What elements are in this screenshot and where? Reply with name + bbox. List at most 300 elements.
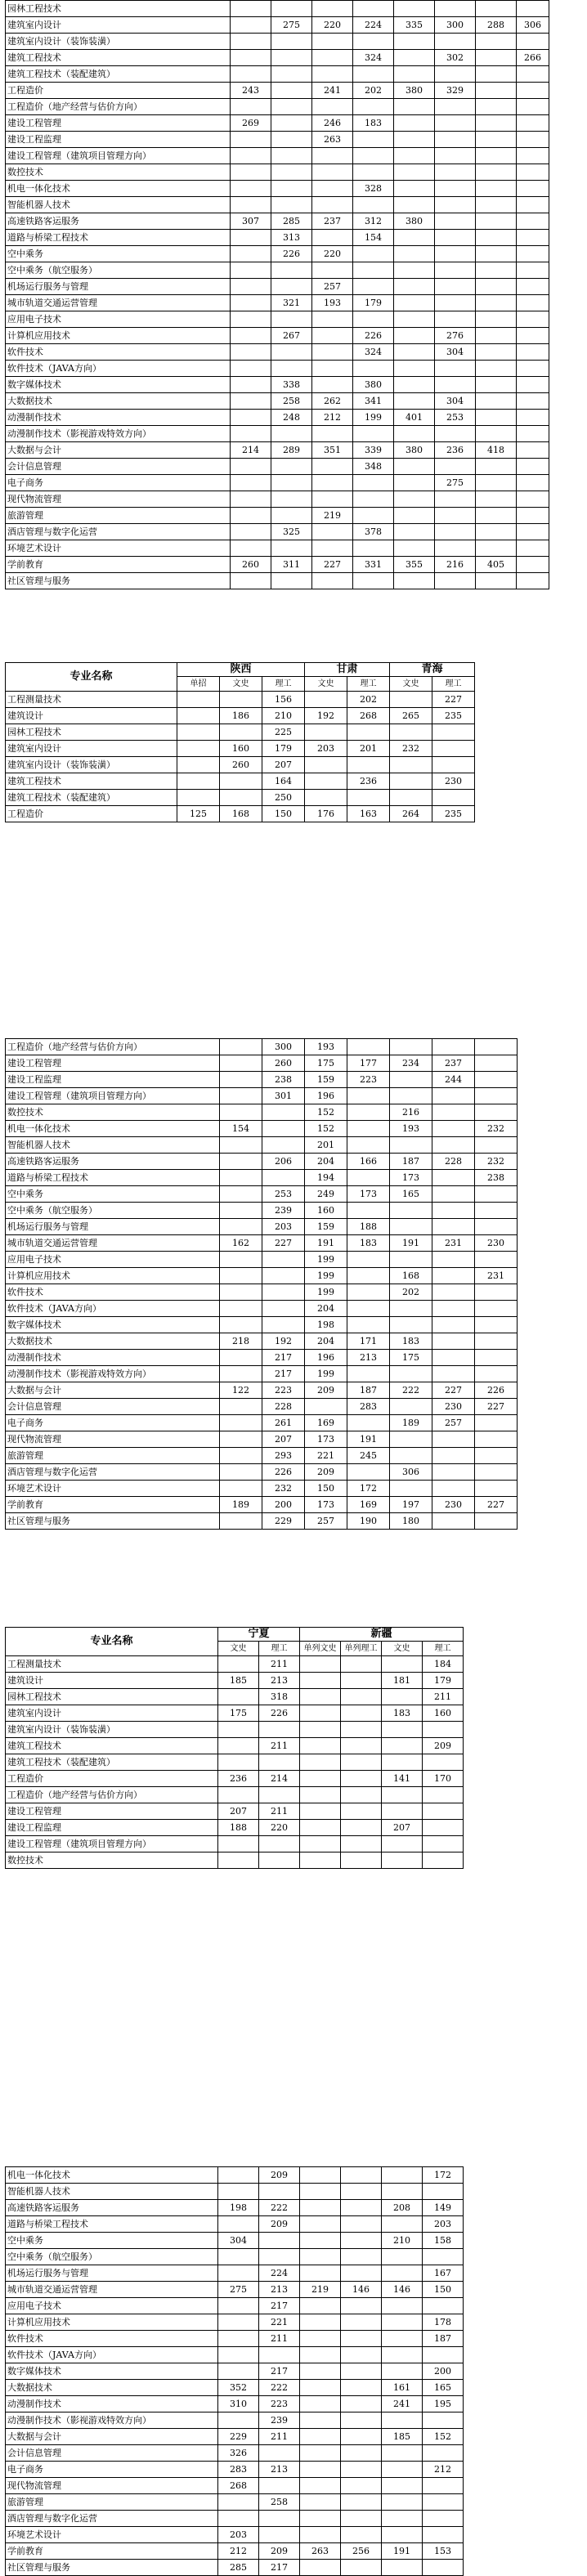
score-cell [423, 2249, 464, 2265]
score-cell [517, 377, 549, 393]
major-name: 建筑工程技术（装配建筑） [6, 790, 177, 806]
score-cell [435, 295, 476, 311]
score-cell: 209 [423, 1738, 464, 1754]
score-cell [423, 2527, 464, 2543]
score-cell [394, 295, 435, 311]
score-cell: 162 [220, 1235, 262, 1252]
score-cell [259, 1787, 300, 1803]
score-cell [432, 1219, 475, 1235]
score-cell [262, 1252, 305, 1268]
major-name: 酒店管理与数字化运营 [6, 1464, 220, 1481]
score-cell: 231 [475, 1268, 518, 1284]
score-cell: 173 [347, 1186, 390, 1203]
score-cell: 204 [305, 1154, 347, 1170]
table-row [6, 2216, 464, 2233]
score-cell [347, 1121, 390, 1137]
score-cell: 260 [220, 757, 262, 773]
table-row [6, 344, 553, 361]
blank-cell [549, 115, 553, 132]
table-row [6, 1170, 518, 1186]
table-row [6, 1689, 464, 1705]
score-cell: 193 [312, 295, 353, 311]
score-cell [423, 1803, 464, 1820]
subject-type-header: 文史 [382, 1642, 423, 1656]
score-cell: 285 [271, 213, 312, 230]
score-cell [341, 2380, 382, 2396]
score-cell: 380 [394, 83, 435, 99]
score-cell: 217 [259, 2560, 300, 2576]
table-row [6, 773, 475, 790]
score-cell [382, 2511, 423, 2527]
score-cell: 222 [259, 2380, 300, 2396]
table-row [6, 2282, 464, 2298]
score-cell [353, 34, 394, 50]
score-cell: 312 [353, 213, 394, 230]
score-cell [394, 164, 435, 181]
score-cell [476, 262, 517, 279]
major-name: 计算机应用技术 [6, 328, 231, 344]
score-cell [231, 246, 271, 262]
score-cell [305, 757, 347, 773]
major-name: 机电一体化技术 [6, 181, 231, 197]
score-cell [476, 132, 517, 148]
score-cell [423, 1836, 464, 1852]
table-row [6, 262, 553, 279]
table-row [6, 1055, 518, 1072]
score-cell [517, 311, 549, 328]
score-cell: 192 [305, 708, 347, 724]
score-cell: 153 [423, 2543, 464, 2560]
score-cell [353, 540, 394, 557]
score-cell [231, 491, 271, 508]
blank-cell [549, 344, 553, 361]
score-cell [394, 1, 435, 17]
score-cell [394, 34, 435, 50]
score-cell [423, 2347, 464, 2363]
score-cell: 248 [271, 410, 312, 426]
score-cell [353, 197, 394, 213]
score-cell: 187 [347, 1382, 390, 1399]
table-row [6, 1219, 518, 1235]
score-cell: 326 [218, 2445, 259, 2462]
score-cell: 228 [432, 1154, 475, 1170]
subject-type-header: 理工 [432, 677, 475, 692]
score-cell [382, 2314, 423, 2331]
major-name: 软件技术 [6, 2331, 218, 2347]
score-cell: 149 [423, 2200, 464, 2216]
score-cell: 225 [262, 724, 305, 741]
subject-type-header: 文史 [220, 677, 262, 692]
blank-cell [549, 557, 553, 573]
major-name: 空中乘务 [6, 1186, 220, 1203]
score-cell [218, 2298, 259, 2314]
score-cell [347, 1088, 390, 1104]
score-cell [231, 66, 271, 83]
table-row [6, 34, 553, 50]
score-cell: 184 [423, 1656, 464, 1673]
major-name: 空中乘务（航空服务） [6, 2249, 218, 2265]
score-cell: 304 [435, 393, 476, 410]
score-cell [432, 1104, 475, 1121]
major-name: 动漫制作技术（影视游戏特效方向） [6, 426, 231, 442]
score-cell [435, 377, 476, 393]
score-cell: 211 [259, 1656, 300, 1673]
score-cell [220, 1055, 262, 1072]
table-row [6, 1154, 518, 1170]
score-cell [476, 361, 517, 377]
major-name: 软件技术（JAVA方向） [6, 1301, 220, 1317]
score-cell [394, 115, 435, 132]
score-cell [341, 1722, 382, 1738]
table-row [6, 1235, 518, 1252]
major-name: 建设工程监理 [6, 132, 231, 148]
score-cell [517, 246, 549, 262]
score-cell [271, 197, 312, 213]
score-cell [271, 344, 312, 361]
score-cell [347, 1284, 390, 1301]
score-cell: 226 [475, 1382, 518, 1399]
table-row [6, 50, 553, 66]
score-cell [475, 1186, 518, 1203]
score-cell [390, 1366, 432, 1382]
major-name: 建设工程监理 [6, 1072, 220, 1088]
score-cell [382, 2412, 423, 2429]
score-cell [312, 426, 353, 442]
score-cell [218, 2184, 259, 2200]
score-cell [341, 1689, 382, 1705]
score-cell [435, 132, 476, 148]
score-cell [262, 1137, 305, 1154]
score-cell [432, 1203, 475, 1219]
major-name: 动漫制作技术 [6, 1350, 220, 1366]
table-row [6, 361, 553, 377]
score-cell [476, 491, 517, 508]
major-name: 学前教育 [6, 1497, 220, 1513]
score-cell [353, 164, 394, 181]
score-cell: 203 [423, 2216, 464, 2233]
score-cell [312, 328, 353, 344]
score-cell: 211 [423, 1689, 464, 1705]
score-cell [475, 1203, 518, 1219]
score-cell [231, 181, 271, 197]
major-name: 建筑工程技术 [6, 773, 177, 790]
score-cell: 211 [259, 2331, 300, 2347]
score-cell: 241 [382, 2396, 423, 2412]
major-name: 建筑设计 [6, 708, 177, 724]
major-name: 数控技术 [6, 164, 231, 181]
score-cell: 234 [390, 1055, 432, 1072]
score-cell: 304 [218, 2233, 259, 2249]
major-name: 软件技术 [6, 1284, 220, 1301]
table-row [6, 2380, 464, 2396]
score-cell [476, 295, 517, 311]
score-cell [394, 328, 435, 344]
score-cell [218, 2363, 259, 2380]
score-cell [382, 2445, 423, 2462]
score-cell: 209 [259, 2167, 300, 2184]
score-cell: 310 [218, 2396, 259, 2412]
column-header-major: 专业名称 [6, 1628, 218, 1656]
table-row [6, 1771, 464, 1787]
major-name: 道路与桥梁工程技术 [6, 2216, 218, 2233]
major-name: 现代物流管理 [6, 1431, 220, 1448]
score-cell [517, 83, 549, 99]
score-cell: 236 [347, 773, 390, 790]
score-cell: 249 [305, 1186, 347, 1203]
score-cell: 230 [432, 1399, 475, 1415]
major-name: 城市轨道交通运营管理 [6, 295, 231, 311]
score-cell [341, 1803, 382, 1820]
score-cell: 275 [271, 17, 312, 34]
score-cell [476, 230, 517, 246]
table-row [6, 213, 553, 230]
score-cell [394, 426, 435, 442]
major-name: 环境艺术设计 [6, 1481, 220, 1497]
score-cell [300, 2494, 341, 2511]
score-cell [218, 1738, 259, 1754]
score-cell: 213 [259, 2282, 300, 2298]
score-cell [231, 524, 271, 540]
score-cell [353, 361, 394, 377]
table-row [6, 2396, 464, 2412]
score-cell [220, 1415, 262, 1431]
score-cell [390, 1448, 432, 1464]
score-cell [300, 2216, 341, 2233]
score-cell: 159 [305, 1072, 347, 1088]
score-cell: 418 [476, 442, 517, 459]
table-row [6, 311, 553, 328]
table-row [6, 1705, 464, 1722]
score-cell [432, 1268, 475, 1284]
score-cell: 262 [312, 393, 353, 410]
subject-type-header: 文史 [218, 1642, 259, 1656]
score-cell: 267 [271, 328, 312, 344]
score-cell: 232 [390, 741, 432, 757]
score-cell: 401 [394, 410, 435, 426]
table-row [6, 459, 553, 475]
score-cell [394, 50, 435, 66]
blank-cell [549, 573, 553, 589]
score-cell: 227 [312, 557, 353, 573]
score-cell: 311 [271, 557, 312, 573]
major-name: 工程测量技术 [6, 692, 177, 708]
score-cell [341, 2184, 382, 2200]
score-cell: 213 [347, 1350, 390, 1366]
score-cell [394, 181, 435, 197]
province-header: 甘肃 [305, 663, 390, 677]
score-cell [300, 1852, 341, 1869]
score-cell [435, 508, 476, 524]
score-cell [218, 2412, 259, 2429]
score-cell [517, 344, 549, 361]
score-cell [341, 2527, 382, 2543]
score-cell: 217 [262, 1366, 305, 1382]
major-name: 建设工程管理（建筑项目管理方向） [6, 148, 231, 164]
table-row [6, 99, 553, 115]
score-cell: 200 [262, 1497, 305, 1513]
score-cell [423, 2478, 464, 2494]
score-cell: 300 [435, 17, 476, 34]
score-cell: 209 [259, 2216, 300, 2233]
score-cell [382, 2249, 423, 2265]
score-cell: 211 [259, 2429, 300, 2445]
score-cell [435, 164, 476, 181]
score-cell [218, 2249, 259, 2265]
score-cell [231, 328, 271, 344]
score-cell [218, 2216, 259, 2233]
score-cell [312, 491, 353, 508]
score-cell [271, 164, 312, 181]
major-name: 大数据与会计 [6, 2429, 218, 2445]
score-cell [220, 1072, 262, 1088]
blank-cell [549, 50, 553, 66]
score-cell [231, 426, 271, 442]
score-cell: 181 [382, 1673, 423, 1689]
table-row [6, 2167, 464, 2184]
score-cell [475, 1448, 518, 1464]
table-row [6, 1366, 518, 1382]
table-row [6, 557, 553, 573]
score-cell [476, 83, 517, 99]
table-row [6, 1382, 518, 1399]
score-cell [382, 1787, 423, 1803]
score-cell: 141 [382, 1771, 423, 1787]
score-cell [517, 132, 549, 148]
score-cell [382, 2167, 423, 2184]
score-cell [382, 2265, 423, 2282]
score-cell [341, 2478, 382, 2494]
score-cell: 122 [220, 1382, 262, 1399]
blank-cell [549, 459, 553, 475]
score-cell [382, 1722, 423, 1738]
table-row [6, 708, 475, 724]
score-cell [432, 1317, 475, 1333]
score-cell [394, 573, 435, 589]
table-row [6, 475, 553, 491]
major-name: 空中乘务 [6, 2233, 218, 2249]
table-row [6, 724, 475, 741]
score-cell [517, 230, 549, 246]
score-cell [231, 17, 271, 34]
score-cell [300, 1836, 341, 1852]
score-cell [432, 1137, 475, 1154]
score-cell: 293 [262, 1448, 305, 1464]
major-name: 动漫制作技术（影视游戏特效方向） [6, 1366, 220, 1382]
score-cell [220, 1203, 262, 1219]
score-cell: 206 [262, 1154, 305, 1170]
score-cell [347, 1039, 390, 1055]
score-cell: 211 [259, 1803, 300, 1820]
score-cell: 200 [423, 2363, 464, 2380]
score-cell: 185 [382, 2429, 423, 2445]
score-cell [347, 757, 390, 773]
score-cell [305, 724, 347, 741]
score-cell [435, 197, 476, 213]
score-cell [262, 1104, 305, 1121]
table-row [6, 806, 475, 822]
score-cell [300, 1689, 341, 1705]
score-cell [312, 475, 353, 491]
score-cell [432, 1333, 475, 1350]
blank-cell [549, 34, 553, 50]
blank-cell [549, 213, 553, 230]
major-name: 建设工程管理 [6, 1055, 220, 1072]
score-cell [476, 99, 517, 115]
score-cell: 188 [347, 1219, 390, 1235]
score-cell: 183 [347, 1235, 390, 1252]
score-cell: 189 [220, 1497, 262, 1513]
major-name: 环境艺术设计 [6, 540, 231, 557]
major-name: 建设工程管理（建筑项目管理方向） [6, 1836, 218, 1852]
score-cell [347, 1137, 390, 1154]
score-cell: 150 [262, 806, 305, 822]
score-cell [220, 1170, 262, 1186]
score-cell: 201 [305, 1137, 347, 1154]
score-cell: 173 [305, 1497, 347, 1513]
score-cell [517, 213, 549, 230]
score-cell: 202 [390, 1284, 432, 1301]
score-cell: 209 [305, 1464, 347, 1481]
score-cell [231, 459, 271, 475]
score-cell [435, 426, 476, 442]
score-cell [300, 2184, 341, 2200]
blank-cell [549, 442, 553, 459]
score-cell: 223 [259, 2396, 300, 2412]
score-cell [177, 741, 220, 757]
table-row [6, 1787, 464, 1803]
score-cell [476, 115, 517, 132]
score-cell [394, 99, 435, 115]
score-cell [271, 148, 312, 164]
blank-cell [549, 295, 553, 311]
score-cell: 191 [382, 2543, 423, 2560]
score-cell [312, 50, 353, 66]
score-cell [390, 1088, 432, 1104]
score-cell [341, 2445, 382, 2462]
score-cell [353, 426, 394, 442]
blank-cell [549, 410, 553, 426]
score-cell [220, 1350, 262, 1366]
major-name: 软件技术 [6, 344, 231, 361]
score-cell [312, 540, 353, 557]
blank-cell [549, 361, 553, 377]
score-cell [300, 2233, 341, 2249]
score-cell [382, 2298, 423, 2314]
score-cell [476, 540, 517, 557]
score-cell [353, 132, 394, 148]
score-cell [305, 1399, 347, 1415]
table-row [6, 1186, 518, 1203]
score-cell [394, 197, 435, 213]
score-cell: 239 [259, 2412, 300, 2429]
score-cell: 238 [262, 1072, 305, 1088]
major-name: 机场运行服务与管理 [6, 279, 231, 295]
score-cell [312, 344, 353, 361]
blank-cell [549, 524, 553, 540]
score-cell [220, 1154, 262, 1170]
score-cell: 339 [353, 442, 394, 459]
score-cell [300, 1771, 341, 1787]
score-cell [300, 1738, 341, 1754]
score-cell [394, 491, 435, 508]
table-row [6, 1317, 518, 1333]
score-cell [341, 2216, 382, 2233]
score-cell [218, 1722, 259, 1738]
score-cell [300, 2200, 341, 2216]
score-cell: 154 [353, 230, 394, 246]
score-cell [300, 1705, 341, 1722]
major-name: 大数据与会计 [6, 442, 231, 459]
